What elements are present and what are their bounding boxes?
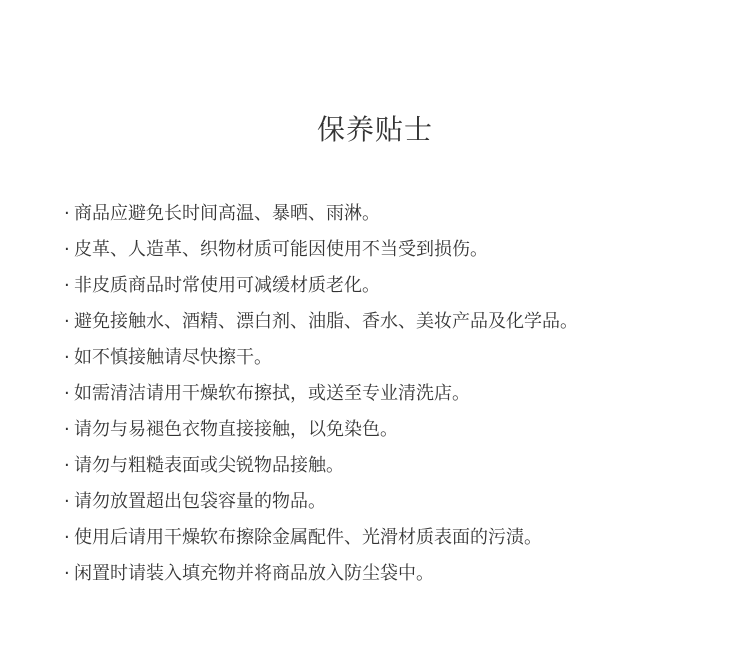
list-item — [64, 340, 704, 376]
list-item — [64, 556, 704, 592]
tip-text: 如不慎接触请尽快擦干。 — [74, 347, 272, 368]
list-item — [64, 376, 704, 412]
list-item — [64, 484, 704, 520]
bullet-dot: · — [64, 275, 70, 296]
tip-text: 非皮质商品时常使用可减缓材质老化。 — [74, 275, 380, 296]
bullet-dot: · — [64, 419, 70, 440]
tip-text: 避免接触水、酒精、漂白剂、油脂、香水、美妆产品及化学品。 — [74, 311, 578, 332]
bullet-dot: · — [64, 383, 70, 404]
bullet-dot: · — [64, 455, 70, 476]
bullet-dot: · — [64, 203, 70, 224]
bullet-dot: · — [64, 563, 70, 584]
tip-text: 请勿与易褪色衣物直接接触，以免染色。 — [74, 419, 398, 440]
tip-text: 使用后请用干燥软布擦除金属配件、光滑材质表面的污渍。 — [74, 527, 542, 548]
tip-text: 如需清洁请用干燥软布擦拭，或送至专业清洗店。 — [74, 383, 470, 404]
tip-text: 皮革、人造革、织物材质可能因使用不当受到损伤。 — [74, 239, 488, 260]
tip-text: 商品应避免长时间高温、暴晒、雨淋。 — [74, 203, 380, 224]
list-item — [64, 304, 704, 340]
bullet-dot: · — [64, 491, 70, 512]
bullet-dot: · — [64, 239, 70, 260]
list-item — [64, 232, 704, 268]
care-tips-list — [64, 196, 704, 592]
bullet-dot: · — [64, 311, 70, 332]
list-item — [64, 412, 704, 448]
list-item — [64, 268, 704, 304]
bullet-dot: · — [64, 347, 70, 368]
page-title: 保养贴士 — [316, 113, 433, 146]
list-item — [64, 196, 704, 232]
bullet-dot: · — [64, 527, 70, 548]
tip-text: 闲置时请装入填充物并将商品放入防尘袋中。 — [74, 563, 434, 584]
tip-text: 请勿放置超出包袋容量的物品。 — [74, 491, 326, 512]
list-item — [64, 448, 704, 484]
tip-text: 请勿与粗糙表面或尖锐物品接触。 — [74, 455, 344, 476]
list-item — [64, 520, 704, 556]
